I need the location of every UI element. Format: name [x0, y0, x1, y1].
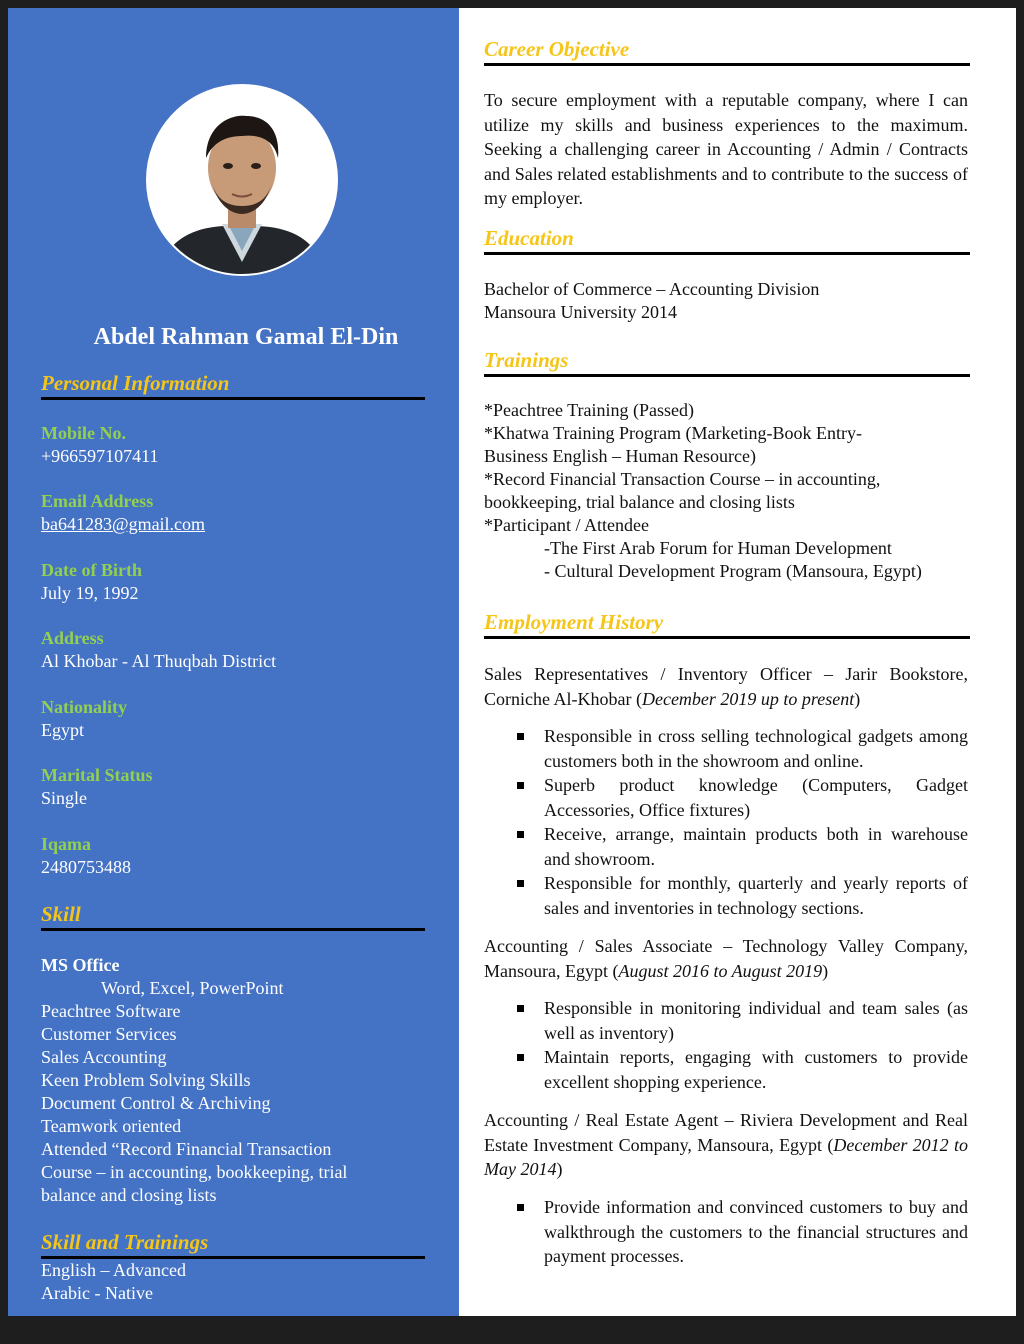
- career-objective-text: To secure employment with a reputable company, where I can utilize my skills and business experiences to the maximum. Seeking a challenging career in Accounting / Admin / Contracts and Sales related establishments and to contribute to the success of my employer.: [484, 90, 968, 208]
- ms-office-label: MS Office: [41, 955, 120, 975]
- training-line: Business English – Human Resource): [484, 446, 756, 466]
- mobile-value: +966597107411: [41, 446, 159, 466]
- address-field: [41, 627, 441, 673]
- dob-value: July 19, 1992: [41, 583, 139, 603]
- marital-status-label: Marital Status: [41, 765, 153, 785]
- job-title-text: Sales Representatives / Inventory Officer – Jarir Bookstore, Corniche Al-Khobar (: [484, 664, 968, 709]
- skill-item: Customer Services: [41, 1024, 177, 1044]
- address-label: Address: [41, 628, 104, 648]
- training-line: *Participant / Attendee: [484, 515, 649, 535]
- training-subline: - Cultural Development Program (Mansoura, Egypt): [544, 561, 922, 581]
- skill-item: Sales Accounting: [41, 1047, 167, 1067]
- training-line: bookkeeping, trial balance and closing lists: [484, 492, 795, 512]
- email-label: Email Address: [41, 491, 154, 511]
- job-bullet: Superb product knowledge (Computers, Gadget Accessories, Office fixtures): [514, 773, 968, 822]
- dob-field: [41, 559, 441, 605]
- job-bullets: [514, 724, 968, 920]
- job-bullets: [514, 1195, 968, 1269]
- nationality-label: Nationality: [41, 697, 128, 717]
- training-line: *Khatwa Training Program (Marketing-Book Entry-: [484, 423, 862, 443]
- email-field: [41, 490, 441, 536]
- skill-and-trainings-heading: Skill and Trainings: [41, 1229, 425, 1259]
- skill-heading: Skill: [41, 901, 425, 931]
- dob-label: Date of Birth: [41, 560, 142, 580]
- job-bullet: Responsible for monthly, quarterly and yearly reports of sales and inventories in technology sections.: [514, 871, 968, 920]
- career-objective-heading: Career Objective: [484, 36, 970, 66]
- personal-information-heading: Personal Information: [41, 370, 425, 400]
- candidate-name: Abdel Rahman Gamal El-Din: [93, 324, 399, 350]
- resume-page: [8, 8, 1016, 1316]
- employment-history-heading: Employment History: [484, 609, 970, 639]
- nationality-value: Egypt: [41, 720, 84, 740]
- job-title-close: ): [822, 960, 829, 981]
- skill-list: [41, 954, 441, 1207]
- job-bullets: [514, 996, 968, 1094]
- main-content: [459, 8, 1016, 1316]
- job-title: [484, 662, 968, 711]
- skill-item: Attended “Record Financial Transaction: [41, 1139, 332, 1159]
- language-list: [41, 1259, 441, 1305]
- mobile-field: [41, 422, 441, 468]
- skill-item: balance and closing lists: [41, 1185, 217, 1205]
- job-dates: December 2012 to May 2014: [484, 1134, 968, 1179]
- language-item: English – Advanced: [41, 1260, 186, 1280]
- skill-item: Word, Excel, PowerPoint: [101, 978, 284, 998]
- job-title: [484, 934, 968, 983]
- iqama-label: Iqama: [41, 834, 92, 854]
- education-text: [484, 278, 968, 324]
- mobile-label: Mobile No.: [41, 423, 126, 443]
- job-title: [484, 1108, 968, 1182]
- education-line: Bachelor of Commerce – Accounting Division: [484, 279, 820, 299]
- iqama-field: [41, 833, 441, 879]
- email-link[interactable]: ba641283@gmail.com: [41, 514, 206, 534]
- job-dates: August 2016 to August 2019: [618, 960, 823, 981]
- education-heading: Education: [484, 225, 970, 255]
- trainings-heading: Trainings: [484, 347, 970, 377]
- skill-item: Keen Problem Solving Skills: [41, 1070, 251, 1090]
- job-bullet: Receive, arrange, maintain products both in warehouse and showroom.: [514, 822, 968, 871]
- profile-photo: [146, 84, 338, 276]
- job-bullet: Responsible in monitoring individual and team sales (as well as inventory): [514, 996, 968, 1045]
- language-item: Arabic - Native: [41, 1283, 153, 1303]
- address-value: Al Khobar - Al Thuqbah District: [41, 651, 277, 671]
- skill-item: Peachtree Software: [41, 1001, 181, 1021]
- job-title-text: Accounting / Real Estate Agent – Riviera Development and Real Estate Investment Company, Mansoura, Egypt (: [484, 1110, 968, 1155]
- marital-status-value: Single: [41, 788, 88, 808]
- job-title-close: ): [854, 688, 861, 709]
- nationality-field: [41, 696, 441, 742]
- skill-item: Document Control & Archiving: [41, 1093, 271, 1113]
- job-bullet: Provide information and convinced customers to buy and walkthrough the customers to the financial structures and payment processes.: [514, 1195, 968, 1269]
- skill-item: Teamwork oriented: [41, 1116, 182, 1136]
- training-line: *Record Financial Transaction Course – in accounting,: [484, 469, 881, 489]
- training-line: *Peachtree Training (Passed): [484, 400, 694, 420]
- skill-item: Course – in accounting, bookkeeping, trial: [41, 1162, 348, 1182]
- iqama-value: 2480753488: [41, 857, 131, 877]
- training-subline: -The First Arab Forum for Human Development: [544, 538, 892, 558]
- education-line: Mansoura University 2014: [484, 302, 677, 322]
- sidebar: [8, 8, 459, 1316]
- job-bullet: Maintain reports, engaging with customers to provide excellent shopping experience.: [514, 1045, 968, 1094]
- job-dates: December 2019 up to present: [641, 688, 855, 709]
- marital-status-field: [41, 764, 441, 810]
- trainings-text: [484, 399, 968, 583]
- job-title-text: Accounting / Sales Associate – Technology Valley Company, Mansoura, Egypt (: [484, 936, 968, 981]
- job-title-close: ): [556, 1159, 563, 1179]
- job-bullet: Responsible in cross selling technological gadgets among customers both in the showroom and online.: [514, 724, 968, 773]
